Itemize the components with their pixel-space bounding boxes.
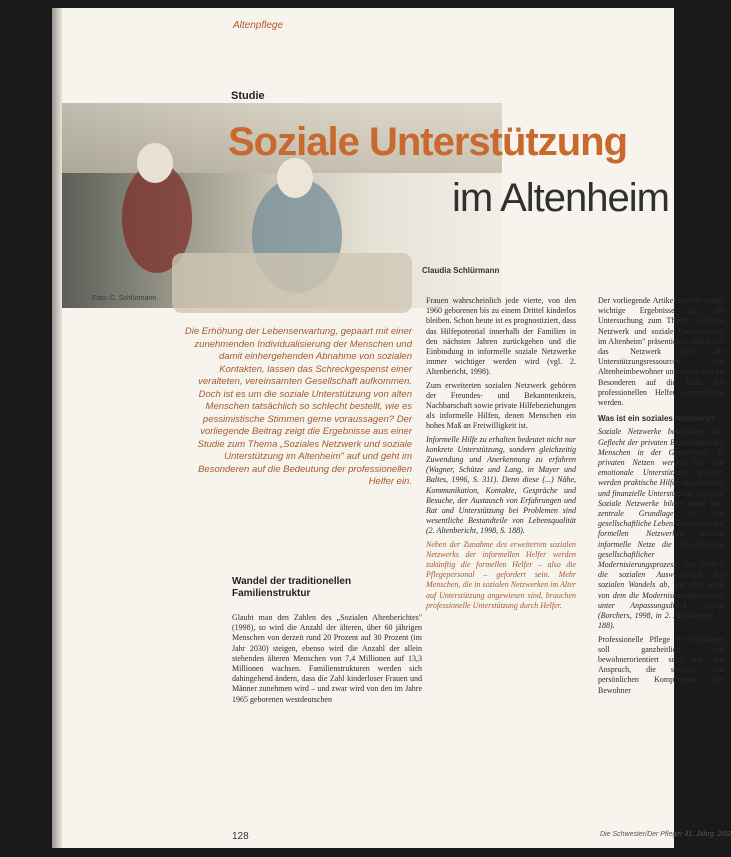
title-line-1: Soziale Unterstützung [228,120,628,164]
column-2-note: Neben der Zunahme des erweiterten sozialen Netzwerks der informellen Helfer werden zukünftig die formellen Helfer – also die Pflegepersonal – gefordert sein. Mehr Menschen, die in sozialen Netzwerken im Alter auf Unterstützung angewiesen sind, brauchen professionelle Unterstützung durch Helfer. [426,539,576,610]
column-3-body-3: Professionelle Pflege im Altenheim soll ganzheitlich und bewohnerorientiert sein, auf den Anspruch, die sozialen und persönlichen Kompetenzen der Bewohner [598,634,724,695]
column-1 [232,613,422,831]
photo-table [172,253,412,313]
title-line-2: im Altenheim [452,176,669,220]
column-2 [426,296,576,844]
column-1-heading: Wandel der traditionellen Familienstruktur [232,576,352,599]
page-gutter [52,8,62,848]
section-tag: Altenpflege [233,20,284,31]
page-footer: Die Schwester/Der Pfleger 41. Jahrg. 2/02 [600,831,731,838]
kicker: Studie [231,90,265,102]
column-1-body: Glaubt man den Zahlen des „Sozialen Altenberichtes" (1998), so wird die Anzahl der älteren, über 60 jährigen Menschen von derzeit rund 20 Prozent auf 30 Prozent (im Jahr 2030) steigen, ebenso wird die Anzahl der allein stehenden älteren Menschen von 7,4 Millionen auf 13,3 Millionen wachsen. Familienstrukturen werden sich dahingehend ändern, dass die Zahl kinderloser Frauen und Männer zunehmen wird – und zwar wird von den im Jahre 1965 geborenen westdeutschen [232,613,422,704]
column-3-body-2: Soziale Netzwerke beschreiben das Geflecht der privaten Beziehungen der Menschen in der Gesellschaft. In privaten Netzen werden Rat und emotionale Unterstützung gesucht, werden praktische Hilfen ausgetauscht und finanzielle Unterstützung gegeben. Soziale Netzwerke bilden damit eine zentrale Grundlage für das gesellschaftliche Leben. Zusammen mit formellen Netzwerken können informelle Netze die Auswirkungen gesellschaftlicher Modernisierungsprozesse und fördern die sozialen Auswirkungen des sozialen Wandels ab, und aber auch von dem die Modernisierungsprozesse unter Anpassungsdruck gesetzt (Borchers, 1998, in 2. Altenbericht, S. 188). [598,427,724,631]
column-2-body-1: Frauen wahrscheinlich jede vierte, von den 1960 geborenen bis zu einem Drittel kinderlos bleiben. Schon heute ist es prognostiziert, dass das Hilfepotential innerhalb der Familien in den nächsten Jahren zurückgehen und die Einbindung in informelle soziale Netzwerke immer wichtiger werden wird (vgl. 2. Altenbericht, 1998). [426,296,576,377]
column-3-heading: Was ist ein soziales Netzwerk? [598,414,716,424]
photo-head-left [137,143,173,183]
column-2-body-3: Informelle Hilfe zu erhalten bedeutet nicht nur konkrete Unterstützung, sondern gleichzeitig Zuwendung und Anerkennung zu erfahren (Wagner, Schütze und Lang, in Mayer und Baltes, 1996, S. 311). Denn diese (...) Nähe, Kommunikation, Kontakte, Gespräche und Besuche, der Austausch von Erfahrungen und Rat und Unterstützung bei Problemen sind wesentliche Bestandteile von Lebensqualität (2. Altenbericht, 1998, S. 188). [426,434,576,536]
column-3-body-1: Der vorliegende Artikel möchte einige wichtige Ergebnisse aus der Untersuchung zum Thema „Soziales Netzwerk und soziale Unterstützung im Altenheim" präsentieren. Dabei soll das Netzwerk auf die Unterstützungsressourcen der Altenheimbewohner untersucht und im Besonderen auf die Rolle der professionellen Helfer eingegangen werden. [598,296,724,408]
page-number: 128 [232,831,249,842]
photo-credit: Foto: C. Schlürmann [92,295,157,302]
author: Claudia Schlürmann [422,266,500,275]
column-3 [598,296,724,844]
column-2-body-2: Zum erweiterten sozialen Netzwerk gehören der Freundes- und Bekanntenkreis, Nachbarschaft sowie private Hilfebeziehungen als informelle Hilfen, denen Menschen ein hohes Maß an Freiwilligkeit ist. [426,380,576,431]
lead-paragraph: Die Erhöhung der Lebenserwartung, gepaart mit einer zunehmenden Individualisierung der Menschen und damit einhergehenden Abnahme von sozialen Kontakten, lassen das Schreckgespenst einer veralteten, vereinsamten Gesellschaft aufkommen. Doch ist es um die soziale Unterstützung von alten Menschen tatsächlich so schlecht bestellt, wie es pessimistische Stimmen gerne voraussagen? Der vorliegende Beitrag zeigt die Ergebnisse aus einer Studie zum Thema „Soziales Netzwerk und soziale Unterstützung im Altenheim" auf und geht im Besonderen auf die Bedeutung der professionellen Helfer ein. [184,326,412,487]
magazine-page [52,8,731,848]
